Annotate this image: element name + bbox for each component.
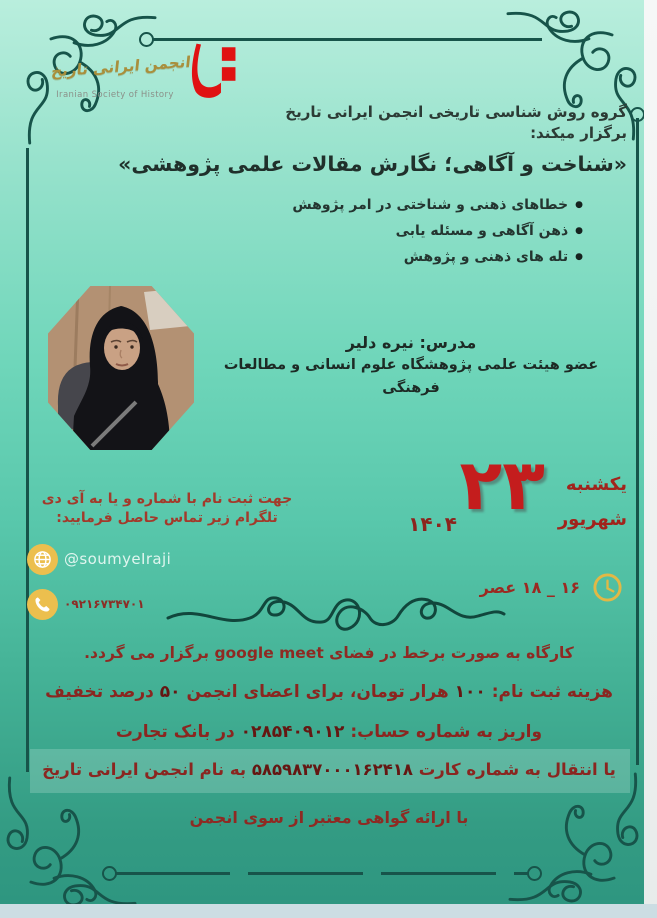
topic-text: ذهن آگاهی و مسئله یابی xyxy=(395,223,569,239)
bullet-dot-icon: ● xyxy=(575,226,583,236)
scan-edge-bottom xyxy=(0,904,657,918)
topic-item xyxy=(292,192,583,218)
card-number: ۵۸۵۹۸۳۷۰۰۰۱۶۲۴۱۸ xyxy=(251,760,413,779)
date-year: ۱۴۰۴ xyxy=(408,512,457,536)
globe-icon xyxy=(27,544,58,575)
fee-line xyxy=(28,682,630,702)
topic-item xyxy=(292,218,583,244)
topic-item xyxy=(292,244,583,270)
instructor-info xyxy=(195,331,627,400)
organizer-header xyxy=(285,102,627,144)
instructor-name: مدرس: نیره دلیر xyxy=(345,333,477,352)
bullet-dot-icon: ● xyxy=(575,200,583,210)
topic-list xyxy=(292,192,583,270)
divider-flourish-icon xyxy=(162,586,510,642)
telegram-id: @soumyeIraji xyxy=(64,550,172,568)
society-name-fa: انجمن ایرانی تاریخ xyxy=(50,52,192,81)
date-weekday: یکشنبه xyxy=(565,474,627,495)
account-prefix: واریز به شماره حساب: xyxy=(344,722,543,742)
phone-icon xyxy=(27,589,58,620)
fee-suffix: درصد تخفیف xyxy=(45,682,160,702)
account-number: ۰۲۸۵۴۰۹۰۱۲ xyxy=(240,722,345,742)
instructor-photo xyxy=(48,286,194,450)
topic-text: خطاهای ذهنی و شناختی در امر پژوهش xyxy=(292,197,569,213)
date-day: ۲۳ xyxy=(459,444,545,526)
instructor-affiliation: عضو هیئت علمی پژوهشگاه علوم انسانی و مطالعات فرهنگی xyxy=(223,357,599,396)
card-suffix: به نام انجمن ایرانی تاریخ xyxy=(42,760,252,779)
society-name-en: Iranian Society of History xyxy=(56,90,174,100)
phone-number: ۰۹۲۱۶۷۳۴۷۰۱ xyxy=(64,597,145,611)
time-text: ۱۶ _ ۱۸ عصر xyxy=(479,578,580,597)
bullet-dot-icon: ● xyxy=(575,252,583,262)
scan-edge-right xyxy=(644,0,657,918)
clock-icon xyxy=(592,572,623,603)
account-line xyxy=(28,722,630,742)
account-suffix: در بانک تجارت xyxy=(115,722,241,742)
society-logo-icon xyxy=(182,40,240,106)
date-month: شهریور xyxy=(557,509,627,530)
fee-prefix: هزینه ثبت نام: xyxy=(485,682,613,702)
organizer-line2: برگزار میکند: xyxy=(530,124,627,142)
organizer-line1: گروه روش شناسی تاریخی انجمن ایرانی تاریخ xyxy=(285,103,627,121)
topic-text: تله های ذهنی و پژوهش xyxy=(403,249,569,265)
registration-note xyxy=(36,490,298,528)
fee-amount: ۱۰۰ xyxy=(454,682,486,702)
online-note: کارگاه به صورت برخط در فضای google meet برگزار می گردد. xyxy=(84,644,574,662)
registration-note-line2: تلگرام زیر تماس حاصل فرمایید: xyxy=(56,510,278,526)
fee-discount: ۵۰ xyxy=(159,682,181,702)
workshop-title: «شناخت و آگاهی؛ نگارش مقالات علمی پژوهشی» xyxy=(118,152,627,176)
fee-mid: هرار تومان، برای اعضای انجمن xyxy=(180,682,455,702)
card-prefix: یا انتقال به شماره کارت xyxy=(412,760,616,779)
woman-portrait-illustration xyxy=(48,286,194,450)
card-line xyxy=(28,760,630,779)
registration-note-line1: جهت ثبت نام با شماره و یا به آی دی xyxy=(41,491,293,507)
certificate-note: با ارائه گواهی معتبر از سوی انجمن xyxy=(189,808,469,827)
